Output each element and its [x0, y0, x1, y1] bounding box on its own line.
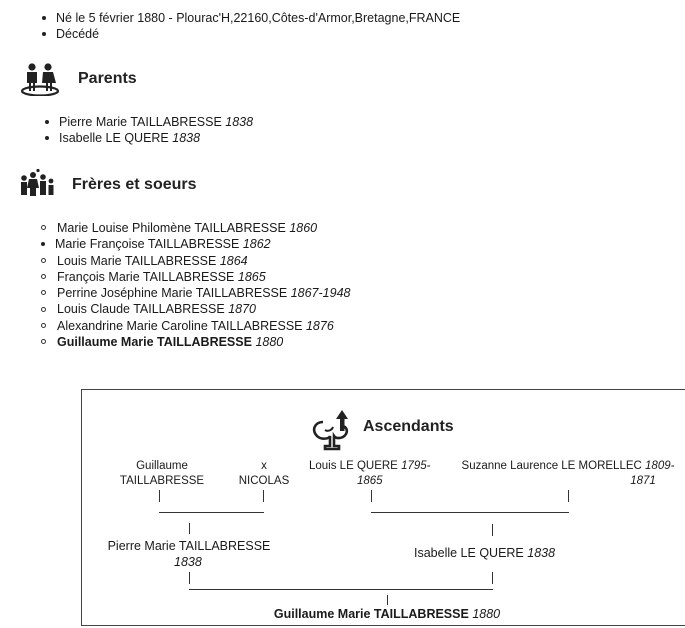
connector	[568, 490, 569, 502]
connector	[159, 512, 264, 513]
ascendants-chart	[81, 389, 685, 626]
parents-heading: Parents	[78, 70, 137, 87]
list-item[interactable]: Louis Marie TAILLABRESSE 1864	[41, 253, 350, 269]
person-facts	[42, 10, 460, 43]
bullet	[42, 16, 46, 20]
bullet	[41, 323, 46, 328]
list-item[interactable]: Perrine Joséphine Marie TAILLABRESSE 1867-1948	[41, 285, 350, 301]
connector	[189, 572, 190, 584]
bullet	[41, 307, 46, 312]
parents-icon	[19, 62, 63, 96]
tree-icon	[310, 408, 356, 452]
list-item[interactable]: Marie Françoise TAILLABRESSE 1862	[41, 236, 350, 252]
siblings-section-icon	[18, 168, 58, 205]
connector	[492, 524, 493, 536]
list-item[interactable]: Isabelle LE QUERE 1838	[45, 130, 253, 146]
bullet	[41, 258, 46, 263]
list-item[interactable]: Alexandrine Marie Caroline TAILLABRESSE 1876	[41, 318, 350, 334]
bullet	[45, 136, 49, 140]
parents-list	[45, 114, 253, 147]
subject-node[interactable]: Guillaume Marie TAILLABRESSE 1880	[273, 607, 501, 621]
list-item-self[interactable]: Guillaume Marie TAILLABRESSE 1880	[41, 334, 350, 350]
maternal-grandmother[interactable]: Suzanne Laurence LE MORELLEC 1809- 1871	[461, 460, 675, 487]
connector	[371, 512, 569, 513]
bullet	[45, 120, 49, 124]
connector	[189, 589, 493, 590]
siblings-heading: Frères et soeurs	[72, 176, 197, 193]
paternal-grandfather[interactable]: Guillaume TAILLABRESSE	[119, 460, 205, 487]
list-item[interactable]: Pierre Marie TAILLABRESSE 1838	[45, 114, 253, 130]
bullet	[41, 274, 46, 279]
list-item[interactable]: François Marie TAILLABRESSE 1865	[41, 269, 350, 285]
bullet	[41, 242, 45, 246]
bullet	[41, 225, 46, 230]
paternal-grandmother[interactable]: x NICOLAS	[238, 460, 290, 487]
connector	[159, 490, 160, 502]
ascendants-section-icon	[310, 408, 356, 457]
bullet	[42, 32, 46, 36]
connector	[189, 523, 190, 534]
list-item[interactable]: Louis Claude TAILLABRESSE 1870	[41, 301, 350, 317]
connector	[387, 595, 388, 605]
siblings-icon	[18, 168, 58, 200]
connector	[263, 490, 264, 502]
fact-death: Décédé	[42, 26, 460, 42]
bullet	[41, 339, 46, 344]
list-item[interactable]: Marie Louise Philomène TAILLABRESSE 1860	[41, 220, 350, 236]
maternal-grandfather[interactable]: Louis LE QUERE 1795- 1865	[309, 460, 431, 487]
connector	[371, 490, 372, 502]
siblings-list	[41, 220, 350, 350]
fact-birth: Né le 5 février 1880 - Plourac'H,22160,Côtes-d'Armor,Bretagne,FRANCE	[42, 10, 460, 26]
ascendants-heading: Ascendants	[363, 418, 454, 435]
connector	[492, 572, 493, 584]
mother-node[interactable]: Isabelle LE QUERE 1838	[414, 546, 556, 560]
bullet	[41, 290, 46, 295]
parents-section-icon	[19, 62, 63, 101]
father-node[interactable]: Pierre Marie TAILLABRESSE 1838	[107, 539, 271, 569]
